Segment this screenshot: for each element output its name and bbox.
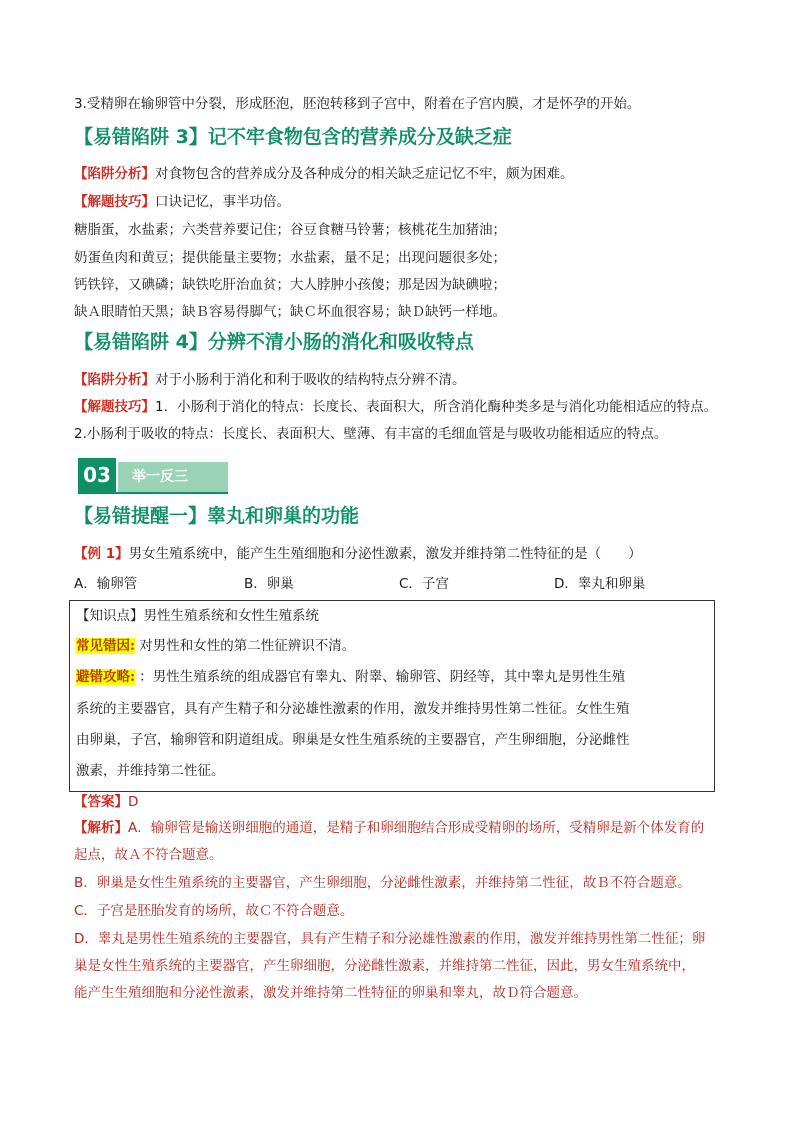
knowledge-point: 【知识点】男性生殖系统和女性生殖系统: [76, 608, 319, 624]
trap3-tips-text: 口诀记忆，事半功倍。: [155, 194, 290, 210]
trap3-heading-tag: 【易错陷阱 3】: [74, 126, 208, 148]
trap3-tips: [74, 192, 290, 212]
knowledge-box: [69, 600, 715, 792]
trap3-heading-text: 记不牢食物包含的营养成分及缺乏症: [207, 126, 512, 148]
option-b: B．卵巢: [244, 576, 294, 592]
option-a: A．输卵管: [74, 576, 138, 592]
rhyme-line-4: 缺Ａ眼睛怕天黑；缺Ｂ容易得脚气；缺Ｃ坏血很容易；缺Ｄ缺钙一样地。: [74, 304, 506, 320]
list-item-3: 3.受精卵在输卵管中分裂，形成胚泡，胚泡转移到子宫中，附着在子宫内膜，才是怀孕的开始。: [74, 96, 641, 112]
answer: [74, 792, 138, 812]
analysis-line-5: D．睾丸是男性生殖系统的主要器官，具有产生精子和分泌雄性激素的作用，激发并维持男性第二性征；卵: [74, 931, 706, 947]
trap4-heading: [74, 329, 474, 355]
analysis-line-6: 巢是女性生殖系统的主要器官，产生卵细胞，分泌雌性激素，并维持第二性征，因此，男女生殖系统中，: [74, 958, 695, 974]
avoid-line-2: 系统的主要器官，具有产生精子和分泌雄性激素的作用，激发并维持男性第二性征。女性生殖: [76, 701, 630, 717]
section-rule: [78, 492, 228, 494]
analysis-line-1: [74, 818, 704, 838]
example-question: [74, 544, 642, 564]
analysis-line-7: 能产生生殖细胞和分泌性激素，激发并维持第二性特征的卵巢和睾丸，故Ｄ符合题意。: [74, 985, 587, 1001]
analysis-text-1: A．输卵管是输送卵细胞的通道，是精子和卵细胞结合形成受精卵的场所，受精卵是新个体发育的: [128, 820, 705, 836]
answer-value: D: [128, 794, 139, 810]
example-label: 【例 1】: [74, 546, 129, 562]
trap4-analysis: [74, 370, 466, 390]
avoid-line-4: 激素，并维持第二性征。: [76, 763, 225, 779]
option-d: D．睾丸和卵巢: [554, 576, 646, 592]
section-number: 03: [78, 458, 116, 492]
reminder-heading: [74, 503, 359, 529]
trap4-tips: [74, 397, 717, 417]
trap3-heading: [74, 124, 512, 150]
section-title: 举一反三: [132, 469, 188, 485]
trap4-heading-tag: 【易错陷阱 4】: [74, 331, 208, 353]
analysis-line-4: C．子宫是胚胎发育的场所，故Ｃ不符合题意。: [74, 903, 354, 919]
trap4-analysis-text: 对于小肠利于消化和利于吸收的结构特点分辨不清。: [155, 372, 466, 388]
rhyme-line-1: 糖脂蛋，水盐素；六类营养要记住；谷豆食糖马铃薯；核桃花生加猪油；: [74, 222, 506, 238]
trap4-heading-text: 分辨不清小肠的消化和吸收特点: [207, 331, 474, 353]
trap4-tips-text: 1．小肠利于消化的特点：长度长、表面积大，所含消化酶种类多是与消化功能相适应的特点。: [155, 399, 718, 415]
rhyme-line-2: 奶蛋鱼肉和黄豆；提供能量主要物；水盐素，量不足；出现问题很多处；: [74, 250, 506, 266]
avoid-line-3: 由卵巢，子宫，输卵管和阴道组成。卵巢是女性生殖系统的主要器官，产生卵细胞，分泌雌性: [76, 732, 630, 748]
option-c: C．子宫: [399, 576, 449, 592]
avoid-label: 避错攻略:: [76, 669, 135, 685]
mistake-label: 常见错因:: [76, 638, 135, 654]
trap3-analysis-label: 【陷阱分析】: [74, 166, 155, 182]
trap3-analysis-text: 对食物包含的营养成分及各种成分的相关缺乏症记忆不牢，颇为困难。: [155, 166, 574, 182]
avoid-line-1: [76, 665, 625, 685]
avoid-text-1: ：男性生殖系统的组成器官有睾丸、附睾、输卵管、阴经等，其中睾丸是男性生殖: [139, 669, 626, 685]
trap4-tips-line-2: 2.小肠利于吸收的特点：长度长、表面积大、壁薄、有丰富的毛细血管是与吸收功能相适应的特点。: [74, 426, 668, 442]
reminder-tag: 【易错提醒一】: [74, 505, 208, 527]
trap3-analysis: [74, 164, 574, 184]
analysis-line-3: B．卵巢是女性生殖系统的主要器官，产生卵细胞，分泌雌性激素，并维持第二性征，故Ｂ不符合题意。: [74, 875, 691, 891]
answer-label: 【答案】: [74, 794, 128, 810]
analysis-line-2: 起点，故Ａ不符合题意。: [74, 847, 223, 863]
trap3-tips-label: 【解题技巧】: [74, 194, 155, 210]
section-badge: [78, 458, 228, 492]
analysis-label: 【解析】: [74, 820, 128, 836]
mistake-line: [76, 634, 355, 654]
mistake-text: 对男性和女性的第二性征辨识不清。: [139, 638, 356, 654]
trap4-tips-label: 【解题技巧】: [74, 399, 155, 415]
reminder-text: 睾丸和卵巢的功能: [207, 505, 360, 527]
trap4-analysis-label: 【陷阱分析】: [74, 372, 155, 388]
rhyme-line-3: 钙铁锌，又碘磷；缺铁吃肝治血贫；大人脖肿小孩傻；那是因为缺碘啦；: [74, 277, 506, 293]
example-question-text: 男女生殖系统中，能产生生殖细胞和分泌性激素，激发并维持第二性特征的是（ ）: [128, 546, 642, 562]
